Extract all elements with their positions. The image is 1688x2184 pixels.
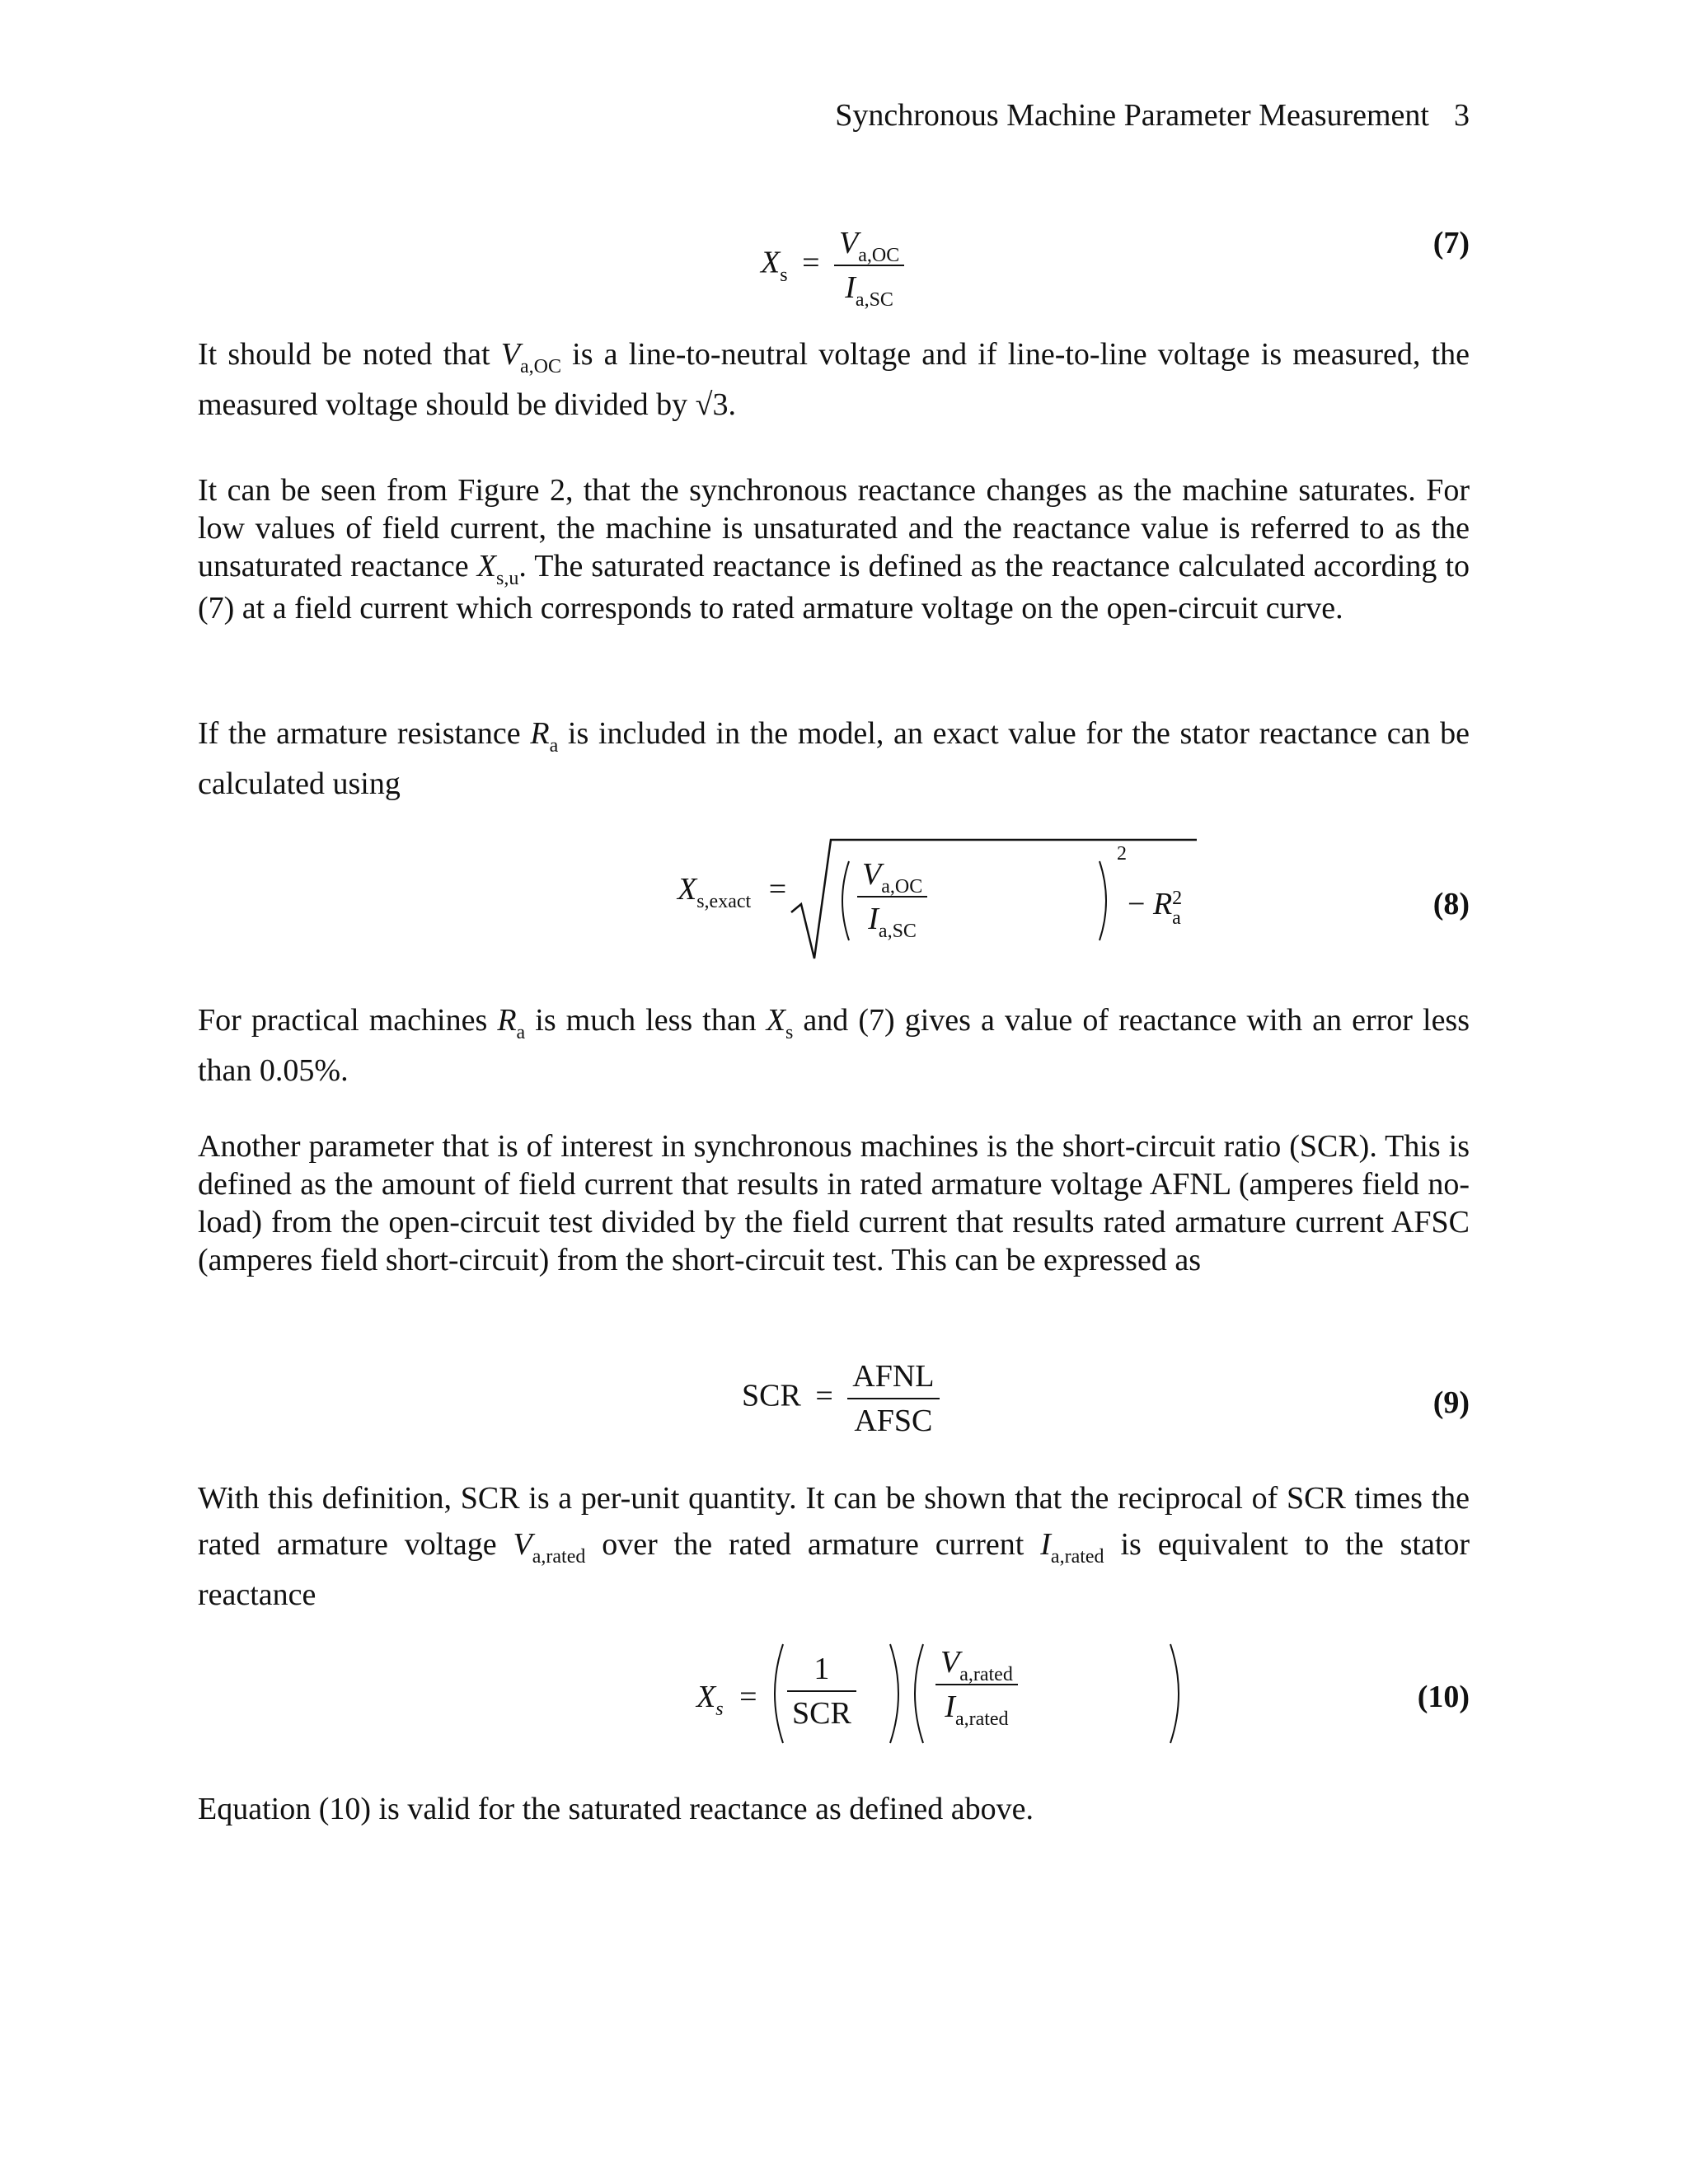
equation-10: $X_s$ = $\frac{1}{\text{SCR}}$ $\frac{V_{a,rated}}{I_{a,rated}}$ (10) — [198, 1636, 1470, 1751]
paragraph-saturation: It can be seen from Figure 2, that the synchronous reactance changes as the machine saturates. For low values of field current, the machine is unsaturated and the reactance value is referred to as the unsaturated reactance $X_{s,u}$. The saturated reactance is defined as the reactance calculated according to (7) at a field current which corresponds to rated armature voltage on the open-circuit curve. — [198, 473, 1470, 626]
equation-9-number: (9) — [1432, 1385, 1470, 1420]
paragraph-practical-machines: For practical machines $R_a$ is much less than $X_s$ and (7) gives a value of reactance with an error less than 0.05%. — [198, 1003, 1470, 1088]
equation-9-fraction: $\frac{\text{AFNL}}{\text{AFSC}}$ — [847, 1358, 939, 1439]
equation-7: $X_s$ = $\frac{V_{a,OC}}{I_{a,SC}}$ (7) — [761, 226, 1470, 311]
equation-9: SCR = $\frac{\text{AFNL}}{\text{AFSC}}$ (9) — [742, 1359, 1470, 1438]
page-number: 3 — [1454, 98, 1470, 133]
paragraph-armature-resistance: If the armature resistance $R_a$ is included in the model, an exact value for the stator reactance can be calculated using — [198, 716, 1470, 801]
running-header — [835, 97, 1470, 134]
paragraph-line-to-neutral: It should be noted that $V_{a,OC}$ is a line-to-neutral voltage and if line-to-line voltage is measured, the measured voltage should be divided by √3. — [198, 337, 1470, 422]
equation-10-fraction-1: $\frac{1}{\text{SCR}}$ — [787, 1651, 856, 1732]
equation-10-fraction-2: $\frac{V_{a,rated}}{I_{a,rated}}$ — [935, 1644, 1018, 1725]
equation-8-number: (8) — [1432, 887, 1470, 921]
equation-7-number: (7) — [1432, 226, 1470, 260]
paragraph-scr-definition: With this definition, SCR is a per-unit quantity. It can be shown that the reciprocal of SCR times the rated armature voltage $V_{a,rated}$ over the rated armature current $I_{a,rated}$ is equivalent to the stator reactance — [198, 1481, 1470, 1612]
paragraph-equation-10-validity: Equation (10) is valid for the saturated reactance as defined above. — [198, 1792, 1034, 1826]
equation-7-fraction: $\frac{V_{a,OC}}{I_{a,SC}}$ — [834, 225, 904, 306]
equation-8-fraction: $\frac{V_{a,OC}}{I_{a,SC}}$ — [857, 856, 927, 937]
paragraph-short-circuit-ratio: Another parameter that is of interest in synchronous machines is the short-circuit ratio (SCR). This is defined as the amount of field current that results in rated armature voltage AFNL (amperes field no-load) from the open-circuit test divided by the field current that results rated armature current AFSC (amperes field short-circuit) from the short-circuit test. This can be expressed as — [198, 1129, 1470, 1277]
equation-8: $X_{s,exact}$ = $\frac{V_{a,OC}}{I_{a,SC}}$ 2 − R 2 a (8) — [198, 837, 1470, 968]
sqrt-three: √3 — [695, 387, 729, 422]
header-title: Synchronous Machine Parameter Measurement — [835, 98, 1429, 133]
equation-10-number: (10) — [1417, 1680, 1470, 1714]
